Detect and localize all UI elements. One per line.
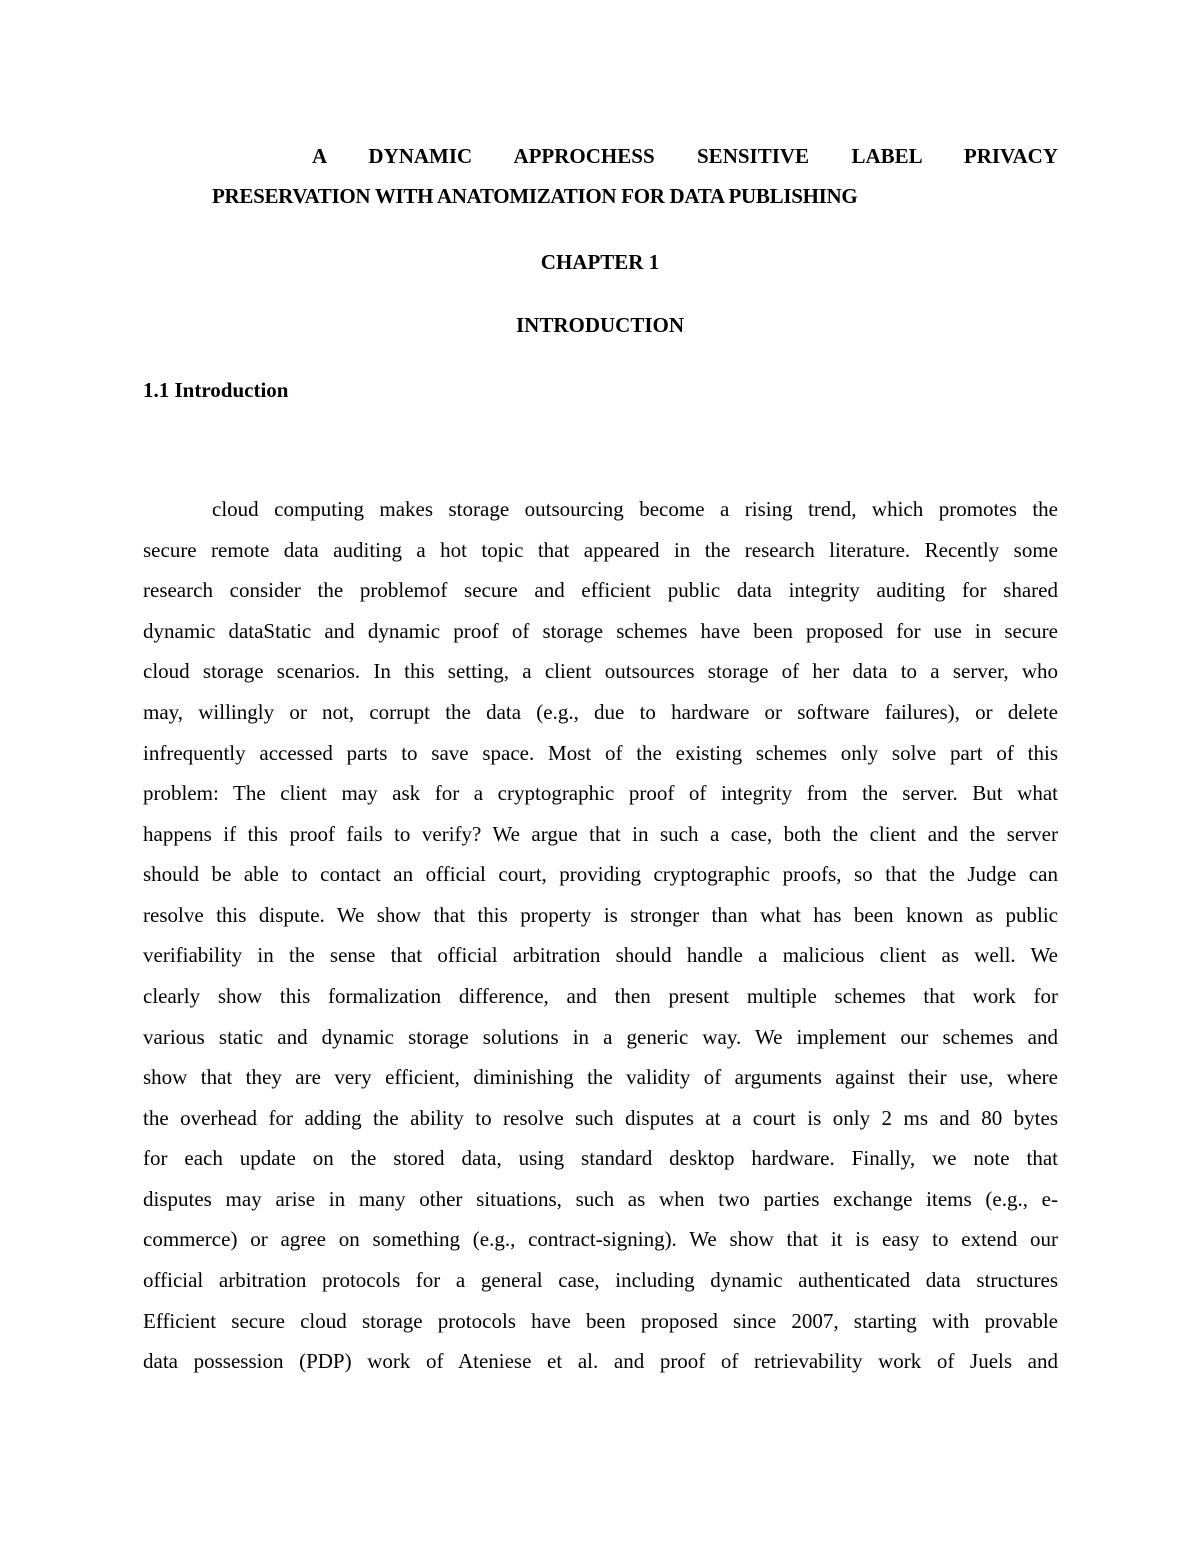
- section-heading: 1.1 Introduction: [143, 378, 289, 402]
- document-title-line-1: A DYNAMIC APPROCHESS SENSITIVE LABEL PRIVACY: [312, 144, 1058, 168]
- paragraph-line: for each update on the stored data, using standard desktop hardware. Finally, we note that: [143, 1146, 1058, 1170]
- paragraph-line: problem: The client may ask for a cryptographic proof of integrity from the server. But what: [143, 781, 1058, 805]
- paragraph-line: disputes may arise in many other situations, such as when two parties exchange items (e.g., e-: [143, 1187, 1058, 1211]
- paragraph-line: cloud storage scenarios. In this setting, a client outsources storage of her data to a server, who: [143, 659, 1058, 683]
- chapter-title: INTRODUCTION: [515, 313, 685, 337]
- paragraph-line: commerce) or agree on something (e.g., contract-signing). We show that it is easy to extend our: [143, 1227, 1058, 1251]
- paragraph-line: the overhead for adding the ability to resolve such disputes at a court is only 2 ms and 80 bytes: [143, 1106, 1058, 1130]
- paragraph-line: dynamic dataStatic and dynamic proof of storage schemes have been proposed for use in secure: [143, 619, 1058, 643]
- document-title-line-2: PRESERVATION WITH ANATOMIZATION FOR DATA PUBLISHING: [212, 184, 858, 208]
- paragraph-line: cloud computing makes storage outsourcing become a rising trend, which promotes the: [212, 497, 1058, 521]
- paragraph-line: may, willingly or not, corrupt the data (e.g., due to hardware or software failures), or delete: [143, 700, 1058, 724]
- paragraph-line: infrequently accessed parts to save space. Most of the existing schemes only solve part of this: [143, 741, 1058, 765]
- chapter-number: CHAPTER 1: [540, 250, 660, 274]
- paragraph-line: official arbitration protocols for a general case, including dynamic authenticated data structures: [143, 1268, 1058, 1292]
- paragraph-line: verifiability in the sense that official arbitration should handle a malicious client as well. We: [143, 943, 1058, 967]
- paragraph-line: research consider the problemof secure and efficient public data integrity auditing for shared: [143, 578, 1058, 602]
- paragraph-line: resolve this dispute. We show that this property is stronger than what has been known as public: [143, 903, 1058, 927]
- paragraph-line: various static and dynamic storage solutions in a generic way. We implement our schemes and: [143, 1025, 1058, 1049]
- paragraph-line: data possession (PDP) work of Ateniese et al. and proof of retrievability work of Juels and: [143, 1349, 1058, 1373]
- paragraph-line: show that they are very efficient, diminishing the validity of arguments against their use, where: [143, 1065, 1058, 1089]
- paragraph-line: happens if this proof fails to verify? We argue that in such a case, both the client and the server: [143, 822, 1058, 846]
- paragraph-line: secure remote data auditing a hot topic that appeared in the research literature. Recently some: [143, 538, 1058, 562]
- paragraph-line: should be able to contact an official court, providing cryptographic proofs, so that the Judge can: [143, 862, 1058, 886]
- paragraph-line: Efficient secure cloud storage protocols have been proposed since 2007, starting with provable: [143, 1309, 1058, 1333]
- paragraph-line: clearly show this formalization difference, and then present multiple schemes that work for: [143, 984, 1058, 1008]
